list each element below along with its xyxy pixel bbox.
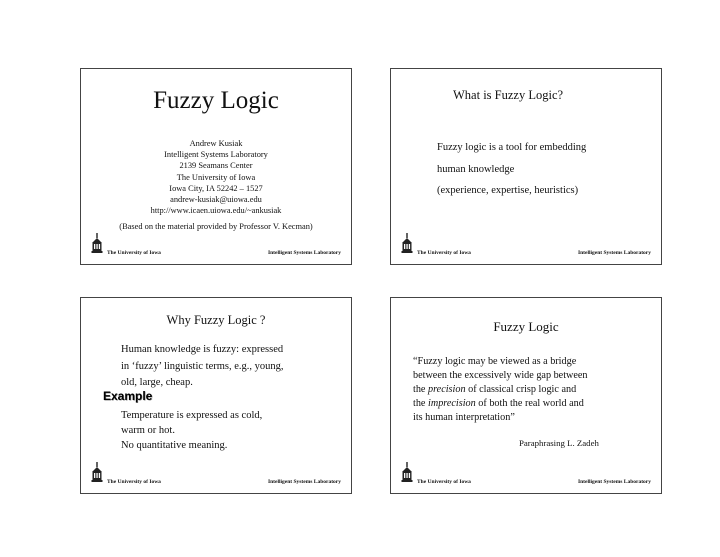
example-label: Example bbox=[103, 389, 153, 403]
quote-line: “Fuzzy logic may be viewed as a bridge bbox=[413, 356, 577, 367]
slide-zadeh-quote bbox=[390, 297, 662, 494]
university-logo-icon bbox=[401, 233, 413, 255]
body-line: Temperature is expressed as cold, bbox=[121, 410, 263, 421]
university-logo-icon bbox=[91, 462, 103, 484]
footer-lab: Intelligent Systems Laboratory bbox=[267, 250, 341, 256]
slide-title bbox=[80, 68, 352, 265]
email-line: andrew-kusiak@uiowa.edu bbox=[170, 195, 262, 205]
slide-body bbox=[437, 137, 586, 202]
example-body bbox=[121, 409, 262, 453]
slide-footer bbox=[397, 233, 655, 259]
body-line: No quantitative meaning. bbox=[121, 439, 228, 451]
quote-text: of both the real world and bbox=[475, 397, 584, 409]
university-name: The University of Iowa bbox=[176, 172, 256, 182]
quote-emphasis: imprecision bbox=[428, 397, 476, 409]
author-info bbox=[81, 138, 351, 216]
url-line: http://www.icaen.uiowa.edu/~ankusiak bbox=[150, 206, 282, 216]
body-line: (experience, expertise, heuristics) bbox=[437, 185, 579, 196]
body-line: old, large, cheap. bbox=[121, 377, 193, 388]
city-line: Iowa City, IA 52242 – 1527 bbox=[169, 183, 263, 193]
slide-heading: What is Fuzzy Logic? bbox=[453, 88, 564, 102]
body-line: in ‘fuzzy’ linguistic terms, e.g., young, bbox=[121, 360, 284, 372]
footer-university: The University of Iowa bbox=[417, 250, 471, 256]
quote-text: of classical crisp logic and bbox=[465, 383, 577, 395]
quote-attribution: Paraphrasing L. Zadeh bbox=[519, 438, 599, 448]
slide-body bbox=[121, 342, 284, 392]
quote-line: between the excessively wide gap between bbox=[413, 369, 588, 381]
slide-heading: Why Fuzzy Logic ? bbox=[166, 313, 266, 327]
quote-block bbox=[413, 355, 588, 425]
quote-text: the bbox=[413, 397, 428, 409]
slide-footer bbox=[87, 462, 345, 488]
slide-what-is-fuzzy-logic bbox=[390, 68, 662, 265]
lab-name: Intelligent Systems Laboratory bbox=[164, 150, 268, 160]
source-note: (Based on the material provided by Professor V. Kecman) bbox=[119, 222, 313, 231]
university-logo-icon bbox=[91, 233, 103, 255]
quote-line bbox=[413, 397, 588, 411]
footer-university: The University of Iowa bbox=[417, 479, 471, 485]
university-logo-icon bbox=[401, 462, 413, 484]
body-line: Fuzzy logic is a tool for embedding bbox=[437, 142, 587, 153]
quote-text: the bbox=[413, 383, 428, 395]
footer-lab: Intelligent Systems Laboratory bbox=[577, 250, 651, 256]
footer-university: The University of Iowa bbox=[107, 250, 161, 256]
slide-footer bbox=[87, 233, 345, 259]
body-line: warm or hot. bbox=[121, 424, 175, 436]
address-line: 2139 Seamans Center bbox=[179, 161, 253, 171]
quote-emphasis: precision bbox=[428, 383, 466, 395]
quote-line bbox=[413, 383, 588, 397]
slide-why-fuzzy-logic bbox=[80, 297, 352, 494]
quote-line: its human interpretation” bbox=[413, 411, 515, 423]
footer-lab: Intelligent Systems Laboratory bbox=[577, 479, 651, 485]
slide-heading: Fuzzy Logic bbox=[493, 319, 559, 334]
footer-lab: Intelligent Systems Laboratory bbox=[267, 479, 341, 485]
body-line: Human knowledge is fuzzy: expressed bbox=[121, 344, 284, 355]
body-line: human knowledge bbox=[437, 163, 515, 175]
slide-title-heading: Fuzzy Logic bbox=[153, 87, 279, 114]
author-name: Andrew Kusiak bbox=[189, 139, 243, 148]
slide-footer bbox=[397, 462, 655, 488]
footer-university: The University of Iowa bbox=[107, 479, 161, 485]
